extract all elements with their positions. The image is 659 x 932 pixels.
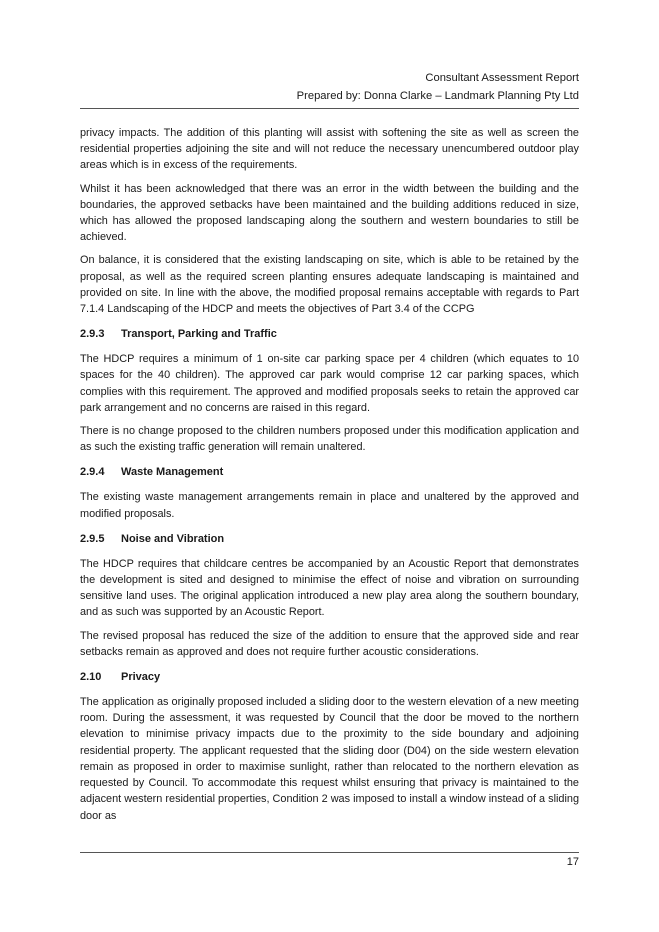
header-divider [80, 108, 579, 109]
footer-divider [80, 852, 579, 853]
paragraph: The application as originally proposed included a sliding door to the western elevation of a new meeting room. During the assessment, it was requested by Council that the door be moved to the northern elevation to minimise privacy impacts due to the proximity to the side boundary and adjoining residential property. The applicant requested that the sliding door (D04) on the side western elevation remain as proposed in order to maximise sunlight, rather than relocated to the northern elevation as requested by Council. To accommodate this request whilst ensuring that privacy is maintained to the adjacent western residential properties, Condition 2 was imposed to install a window instead of a sliding door as [80, 696, 579, 822]
paragraph: Whilst it has been acknowledged that there was an error in the width between the building and the boundaries, the approved setbacks have been maintained and the building additions reduced in size, which has allowed the proposed landscaping along the southern and western boundaries to still be achieved. [80, 182, 579, 244]
section-title: Waste Management [121, 466, 224, 479]
paragraph: The HDCP requires a minimum of 1 on-site car parking space per 4 children (which equates to 10 spaces for the 40 children). The approved car park would comprise 12 car parking spaces, which complies with this requirement. The approved and modified proposals seeks to retain the approved car park arrangement and no concerns are raised in this regard. [80, 353, 579, 414]
section-heading-noise [80, 532, 579, 547]
paragraph: privacy impacts. The addition of this planting will assist with softening the site as well as screen the residential properties adjoining the site and will not reduce the necessary unencumbered outdoor play areas which is in excess of the requirements. [80, 127, 579, 172]
section-heading-privacy [80, 670, 579, 685]
paragraph: The revised proposal has reduced the size of the addition to ensure that the approved side and rear setbacks remain as approved and does not require further acoustic considerations. [80, 629, 579, 658]
document-body [80, 125, 579, 831]
page-header [297, 69, 579, 105]
section-heading-transport [80, 327, 579, 342]
section-title: Privacy [121, 671, 161, 684]
section-number: 2.9.4 [80, 466, 105, 479]
paragraph: On balance, it is considered that the existing landscaping on site, which is able to be retained by the proposal, as well as the required screen planting ensures adequate landscaping is maintained and provided on site. In line with the above, the modified proposal remains acceptable with regards to Part 7.1.4 Landscaping of the HDCP and meets the objectives of Part 3.4 of the CCPG [80, 254, 579, 316]
section-number: 2.9.3 [80, 328, 105, 341]
report-title: Consultant Assessment Report [425, 72, 579, 84]
section-number: 2.10 [80, 671, 102, 684]
section-title: Noise and Vibration [121, 532, 225, 545]
section-number: 2.9.5 [80, 532, 105, 545]
report-author: Prepared by: Donna Clarke – Landmark Planning Pty Ltd [296, 90, 579, 102]
page-number: 17 [566, 856, 579, 868]
paragraph: The HDCP requires that childcare centres be accompanied by an Acoustic Report that demonstrates the development is sited and designed to minimise the effect of noise and vibration on surrounding sensitive land uses. The original application introduced a new play area along the southern boundary, and as such was supported by an Acoustic Report. [80, 557, 579, 619]
section-title: Transport, Parking and Traffic [121, 328, 277, 341]
paragraph: The existing waste management arrangements remain in place and unaltered by the approved and modified proposals. [80, 491, 579, 520]
section-heading-waste [80, 465, 579, 480]
paragraph: There is no change proposed to the children numbers proposed under this modification application and as such the existing traffic generation will remain unaltered. [80, 425, 579, 454]
